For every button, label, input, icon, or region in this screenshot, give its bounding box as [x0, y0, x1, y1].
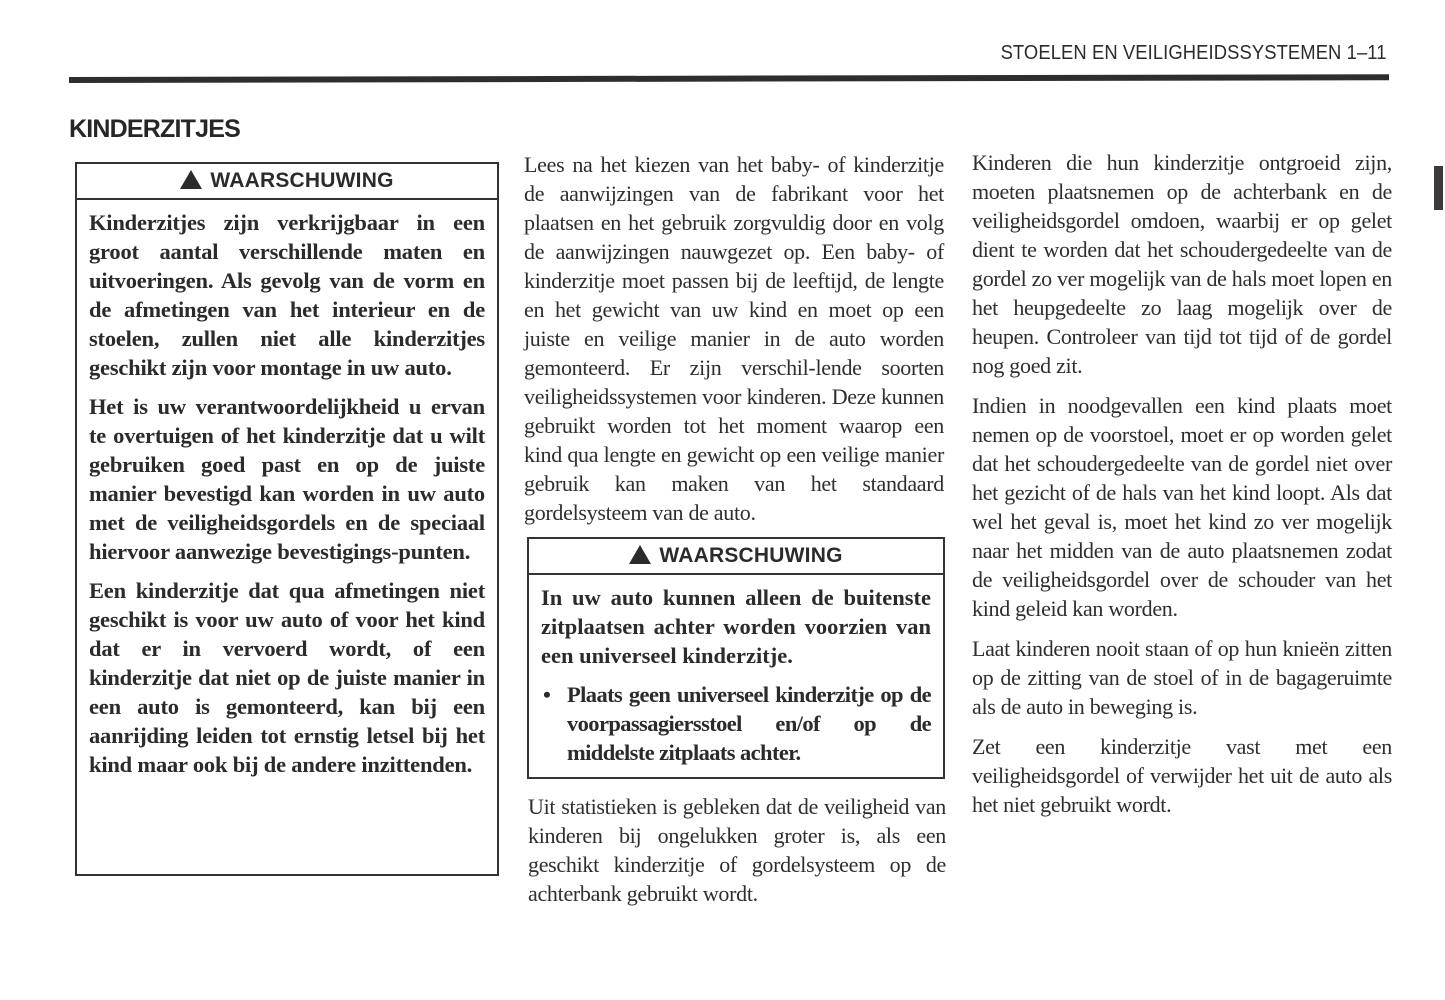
warning-body — [77, 200, 497, 793]
warning-box-middle — [527, 537, 945, 779]
warning-title: WAARSCHUWING — [210, 169, 394, 192]
warning-title: WAARSCHUWING — [659, 544, 843, 567]
warning-triangle-icon — [629, 545, 651, 564]
warning-paragraph: Een kinderzitje dat qua afmetingen niet geschikt is voor uw auto of voor het kind dat er in vervoerd wordt, of een kinderzitje dat niet op de juiste manier in een auto is gemonteerd, kan bij een aanrijding leiden tot ernstig letsel bij het kind maar ook bij de andere inzittenden. — [89, 578, 485, 777]
warning-body — [529, 575, 943, 771]
middle-column-after-warning — [528, 792, 946, 919]
header-rule — [69, 74, 1389, 83]
warning-triangle-icon — [180, 170, 202, 189]
warning-bullet-list — [541, 680, 931, 767]
body-paragraph: Kinderen die hun kinderzitje ontgroeid zijn, moeten plaatsnemen op de achterbank en de veiligheidsgordel omdoen, waarbij er op gelet dient te worden dat het schoudergedeelte van de gordel zo ver mogelijk van de hals moet lopen en het heupgedeelte zo laag mogelijk over de heupen. Controleer van tijd tot tijd of de gordel nog goed zit. — [972, 150, 1392, 378]
bullet-text: Plaats geen universeel kinderzitje op de voorpassagiersstoel en/of op de middelste zitplaats achter. — [567, 682, 931, 765]
body-paragraph: Lees na het kiezen van het baby- of kinderzitje de aanwijzingen van de fabrikant voor het plaatsen en het gebruik zorgvuldig door en volg de aanwijzingen nauwgezet op. Een baby- of kinderzitje moet passen bij de leeftijd, de lengte en het gewicht van uw kind en moet op een juiste en veilige manier in de auto worden gemonteerd. Er zijn verschil-lende soorten veiligheidssystemen voor kinderen. Deze kunnen gebruikt worden tot het moment waarop een kind qua lengte en gewicht op een veilige manier gebruik kan maken van het standaard gordelsysteem van de auto. — [524, 152, 944, 525]
middle-column — [524, 150, 944, 538]
section-thumb-tab — [1434, 166, 1443, 210]
body-paragraph: Laat kinderen nooit staan of op hun knieën zitten op de zitting van de stoel of in de bagageruimte als de auto in beweging is. — [972, 636, 1392, 719]
warning-bullet-item — [543, 680, 931, 767]
warning-box-left — [75, 162, 499, 876]
warning-header — [529, 539, 943, 575]
warning-paragraph: Het is uw verantwoordelijkheid u ervan te overtuigen of het kinderzitje dat u wilt gebruiken goed past en op de juiste manier bevestigd kan worden in uw auto met de veiligheidsgordels en de speciaal hiervoor aanwezige bevestigings-punten. — [89, 394, 485, 564]
body-paragraph: Indien in noodgevallen een kind plaats moet nemen op de voorstoel, moet er op worden gelet dat het schoudergedeelte van de gordel niet over het gezicht of de hals van het kind loopt. Als dat wel het geval is, moet het kind zo ver mogelijk naar het midden van de auto plaatsnemen zodat de veiligheidsgordel over de schouder van het kind geleid kan worden. — [972, 393, 1392, 621]
bullet-icon: • — [543, 682, 551, 707]
running-head: STOELEN EN VEILIGHEIDSSYSTEMEN 1–11 — [1000, 42, 1387, 64]
warning-paragraph: In uw auto kunnen alleen de buitenste zitplaatsen achter worden voorzien van een universeel kinderzitje. — [541, 585, 931, 668]
right-column — [972, 148, 1392, 830]
warning-paragraph: Kinderzitjes zijn verkrijgbaar in een groot aantal verschillende maten en uitvoeringen. Als gevolg van de vorm en de afmetingen van het interieur en de stoelen, zullen niet alle kinderzitjes geschikt zijn voor montage in uw auto. — [89, 210, 485, 380]
warning-header — [77, 164, 497, 200]
section-title: KINDERZITJES — [69, 115, 240, 143]
body-paragraph: Zet een kinderzitje vast met een veiligheidsgordel of verwijder het uit de auto als het niet gebruikt wordt. — [972, 734, 1392, 817]
body-paragraph: Uit statistieken is gebleken dat de veiligheid van kinderen bij ongelukken groter is, als een geschikt kinderzitje of gordelsysteem op de achterbank gebruikt wordt. — [528, 794, 946, 906]
